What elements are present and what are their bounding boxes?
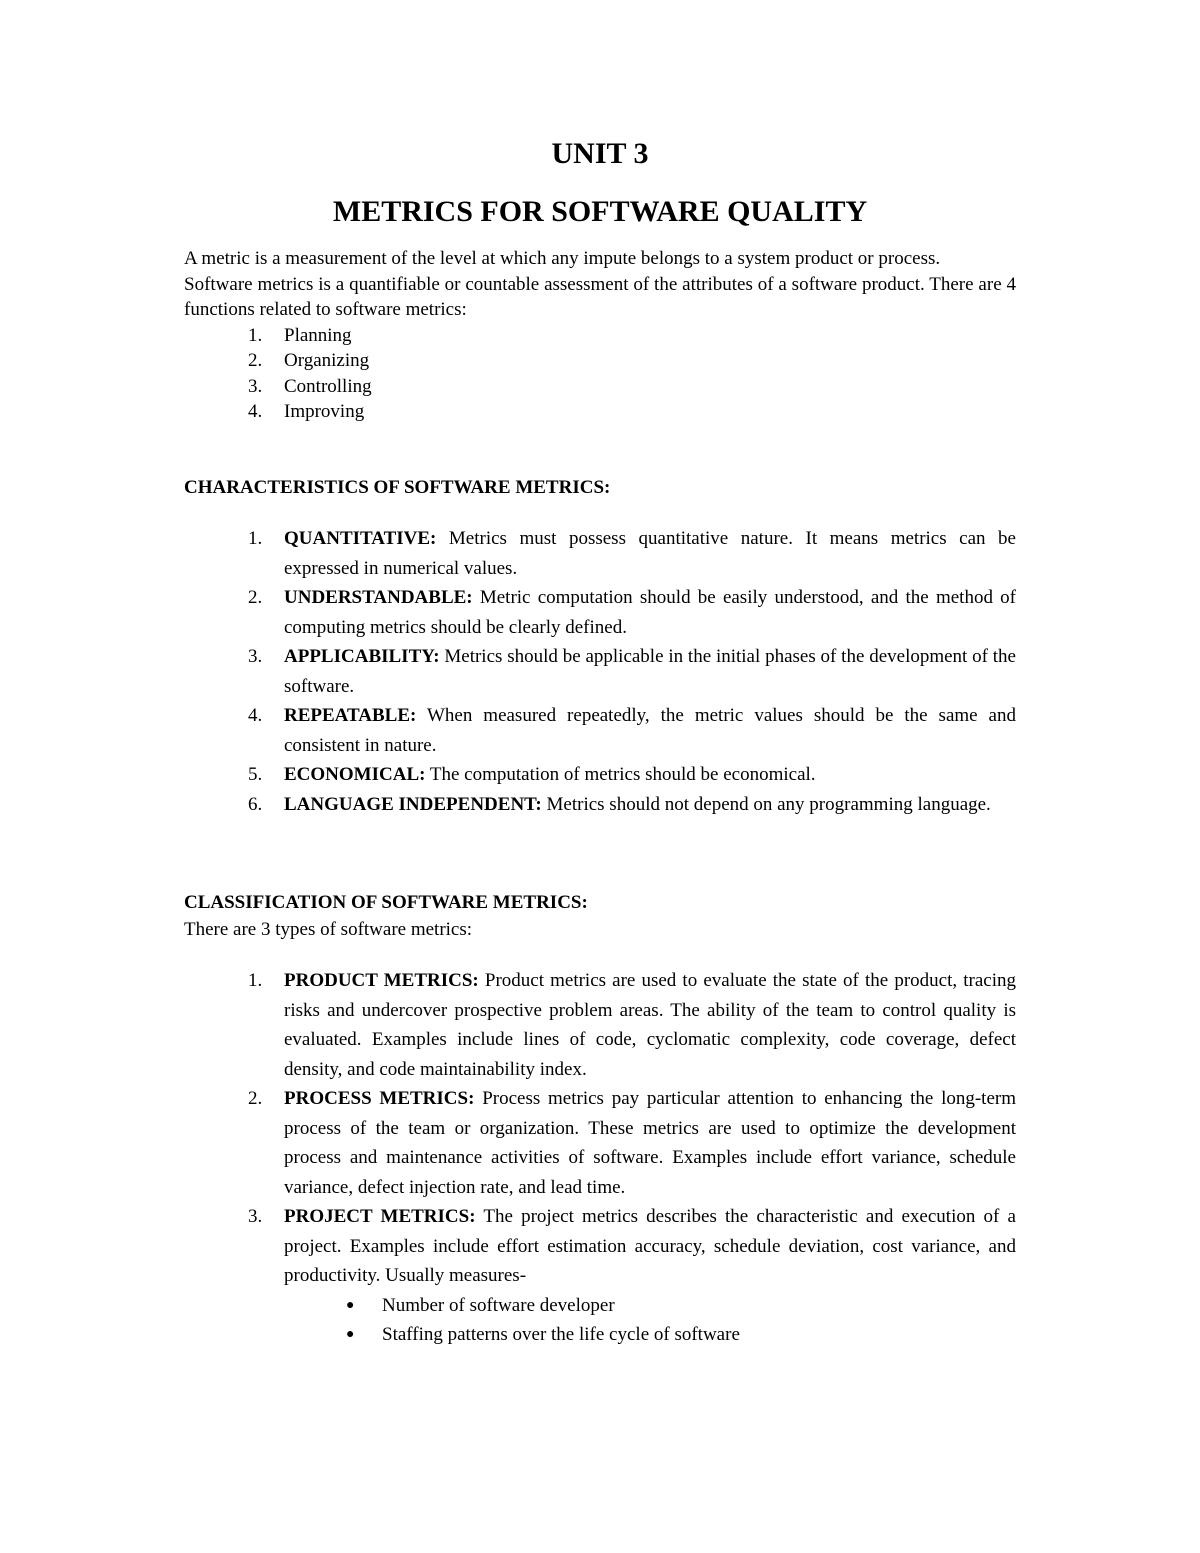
item-term: APPLICABILITY: [284,646,440,667]
bullet-icon: ● [346,1327,355,1342]
list-item: 2. Organizing [248,350,370,371]
list-item: 1. QUANTITATIVE: Metrics must possess quantitative nature. It means metrics can be expressed in numerical values. [248,528,1016,579]
item-text: The computation of metrics should be economical. [425,764,816,785]
list-item: 1. PRODUCT METRICS: Product metrics are used to evaluate the state of the product, tracing risks and undercover prospective problem areas. The ability of the team to control quality is evaluated. Examples include lines of code, cyclomatic complexity, code coverage, defect density, and code maintainability index. [248,970,1017,1080]
item-text: Process metrics pay particular attention to enhancing the long-term process of the team or organization. These metrics are used to optimize the development process and maintenance activities of software. Examples include effort variance, schedule variance, defect injection rate, and lead time. [284,1088,1016,1198]
item-term: ECONOMICAL: [284,764,426,785]
list-item: 4. REPEATABLE: When measured repeatedly, the metric values should be the same and consistent in nature. [248,705,1016,756]
intro-paragraph-2: Software metrics is a quantifiable or countable assessment of the attributes of a software product. There are 4 functions related to software metrics: [184,273,1016,320]
bullet-item: ● Number of software developer [184,1291,1016,1321]
item-text: Metric computation should be easily understood, and the method of computing metrics should be clearly defined. [284,587,1016,638]
characteristics-section [184,524,1016,819]
intro-paragraph-1: A metric is a measurement of the level at which any impute belongs to a system product or process. [184,248,941,269]
classification-heading: CLASSIFICATION OF SOFTWARE METRICS: [184,892,588,913]
list-item: 5. ECONOMICAL: The computation of metrics should be economical. [248,764,816,785]
page-title: METRICS FOR SOFTWARE QUALITY [332,195,868,228]
item-text: Metrics should be applicable in the initial phases of the development of the software. [284,646,1016,697]
characteristics-heading: CHARACTERISTICS OF SOFTWARE METRICS: [184,477,611,498]
list-item: 1. Planning [248,324,352,346]
item-text: The project metrics describes the characteristic and execution of a project. Examples include effort estimation accuracy, schedule deviation, cost variance, and productivity. Usually measures- [284,1206,1016,1286]
list-item: 2. UNDERSTANDABLE: Metric computation should be easily understood, and the method of computing metrics should be clearly defined. [248,587,1016,638]
item-text: When measured repeatedly, the metric values should be the same and consistent in nature. [284,705,1016,756]
bullet-item: ● Staffing patterns over the life cycle of software [184,1320,1016,1350]
list-item: 3. PROJECT METRICS: The project metrics describes the characteristic and execution of a project. Examples include effort estimation accuracy, schedule deviation, cost variance, and productivity. Usually measures- [248,1206,1016,1286]
item-text: Metrics should not depend on any programming language. [541,793,991,815]
functions-list [184,323,1016,425]
list-item: 2. PROCESS METRICS: Process metrics pay particular attention to enhancing the long-term process of the team or organization. These metrics are used to optimize the development process and maintenance activities of software. Examples include effort variance, schedule variance, defect injection rate, and lead time. [248,1088,1016,1198]
item-term: QUANTITATIVE: [284,528,437,549]
classification-section [184,966,1016,1350]
item-term: LANGUAGE INDEPENDENT: [284,793,542,815]
item-term: UNDERSTANDABLE: [284,587,473,608]
item-term: PROJECT METRICS: [284,1206,476,1227]
unit-title: UNIT 3 [551,137,649,170]
measures-bullet-list [184,1291,1016,1350]
item-text: Metrics must possess quantitative nature. It means metrics can be expressed in numerical values. [284,528,1016,579]
item-term: PRODUCT METRICS: [284,970,479,991]
classification-list [184,966,1016,1291]
list-item: 3. APPLICABILITY: Metrics should be applicable in the initial phases of the development of the software. [248,646,1016,697]
bullet-icon: ● [346,1297,355,1313]
item-term: REPEATABLE: [284,705,417,726]
list-item: 3. Controlling [248,375,372,397]
item-text: Product metrics are used to evaluate the state of the product, tracing risks and undercover prospective problem areas. The ability of the team to control quality is evaluated. Examples include lines of code, cyclomatic complexity, code coverage, defect density, and code maintainability index. [284,970,1017,1080]
list-item: 6. LANGUAGE INDEPENDENT: Metrics should not depend on any programming language. [248,793,991,815]
item-term: PROCESS METRICS: [284,1088,475,1109]
list-item: 4. Improving [248,401,365,422]
intro-section [184,246,1016,425]
classification-intro: There are 3 types of software metrics: [184,919,473,940]
characteristics-list [184,524,1016,819]
